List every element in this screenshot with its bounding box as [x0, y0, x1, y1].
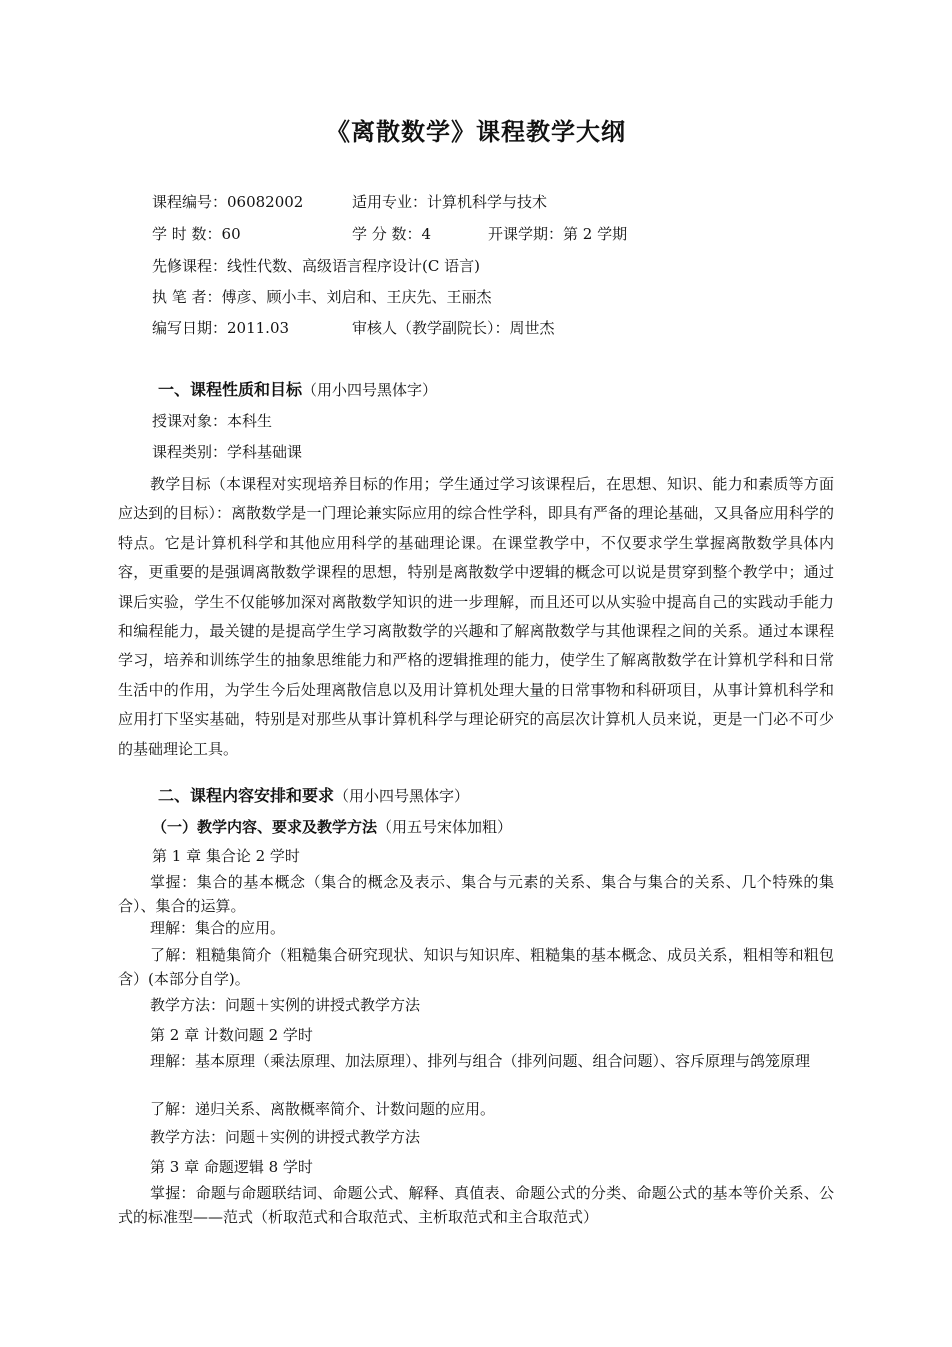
- chapter3-title: 第 3 章 命题逻辑 8 学时: [150, 1158, 313, 1176]
- prerequisites: 先修课程：线性代数、高级语言程序设计(C 语言): [152, 257, 480, 275]
- section2-heading-note: （用小四号黑体字）: [334, 787, 470, 805]
- course-category: 课程类别：学科基础课: [152, 443, 303, 461]
- semester: 开课学期：第 2 学期: [488, 225, 628, 243]
- teaching-audience: 授课对象：本科生: [152, 412, 273, 430]
- chapter3-master: 掌握：命题与命题联结词、命题公式、解释、真值表、命题公式的分类、命题公式的基本等价关系、公式的标准型——范式（析取范式和合取范式、主析取范式和主合取范式）: [118, 1184, 834, 1226]
- chapter1-know: 了解：粗糙集简介（粗糙集合研究现状、知识与知识库、粗糙集的基本概念、成员关系，粗相等和粗包含）(本部分自学)。: [118, 946, 834, 988]
- compile-date: 编写日期：2011.03: [152, 319, 290, 337]
- section1-heading: 一、课程性质和目标: [158, 380, 303, 399]
- section2-heading-line: [158, 786, 469, 806]
- credits: 学 分 数：4: [352, 225, 432, 243]
- subsection-heading: （一）教学内容、要求及教学方法: [152, 818, 378, 836]
- credit-hours: 学 时 数：60: [152, 225, 241, 243]
- section1-heading-line: [158, 380, 437, 400]
- chapter1-master: 掌握：集合的基本概念（集合的概念及表示、集合与元素的关系、集合与集合的关系、几个特殊的集合）、集合的运算。: [118, 873, 834, 915]
- subsection-heading-note: （用五号宋体加粗）: [377, 818, 513, 836]
- document-title: 《离散数学》课程教学大纲: [326, 118, 626, 146]
- chapter2-title: 第 2 章 计数问题 2 学时: [150, 1026, 313, 1044]
- subsection-heading-line: [152, 817, 512, 837]
- chapter1-understand: 理解：集合的应用。: [150, 919, 286, 937]
- reviewer: 审核人（教学副院长）：周世杰: [352, 319, 555, 337]
- chapter2-know: 了解：递归关系、离散概率简介、计数问题的应用。: [150, 1100, 496, 1118]
- teaching-goal-paragraph: 教学目标（本课程对实现培养目标的作用；学生通过学习该课程后，在思想、知识、能力和素质等方面应达到的目标）：离散数学是一门理论兼实际应用的综合性学科，即具有严备的理论基础，又具备应用科学的特点。它是计算机科学和其他应用科学的基础理论课。在课堂教学中，不仅要求学生掌握离散数学具体内容，更重要的是强调离散数学课程的思想，特别是离散数学中逻辑的概念可以说是贯穿到整个教学中；通过课后实验，学生不仅能够加深对离散数学知识的进一步理解，而且还可以从实验中提高自己的实践动手能力和编程能力，最关键的是提高学生学习离散数学的兴趣和了解离散数学与其他课程之间的关系。通过本课程学习，培养和训练学生的抽象思维能力和严格的逻辑推理的能力，使学生了解离散数学在计算机学科和日常生活中的作用，为学生今后处理离散信息以及用计算机处理大量的日常事物和科研项目，从事计算机科学和应用打下坚实基础，特别是对那些从事计算机科学与理论研究的高层次计算机人员来说，更是一门必不可少的基础理论工具。: [118, 475, 834, 758]
- chapter1-title: 第 1 章 集合论 2 学时: [152, 847, 300, 865]
- applicable-major: 适用专业：计算机科学与技术: [352, 193, 548, 211]
- chapter1-method: 教学方法：问题＋实例的讲授式教学方法: [150, 996, 421, 1014]
- chapter2-understand: 理解：基本原理（乘法原理、加法原理）、排列与组合（排列问题、组合问题）、容斥原理与鸽笼原理: [150, 1052, 811, 1070]
- course-code: 课程编号：06082002: [152, 193, 304, 211]
- chapter2-method: 教学方法：问题＋实例的讲授式教学方法: [150, 1128, 421, 1146]
- section1-heading-note: （用小四号黑体字）: [302, 381, 438, 399]
- authors: 执 笔 者：傅彦、顾小丰、刘启和、王庆先、王丽杰: [152, 288, 492, 306]
- section2-heading: 二、课程内容安排和要求: [158, 786, 335, 805]
